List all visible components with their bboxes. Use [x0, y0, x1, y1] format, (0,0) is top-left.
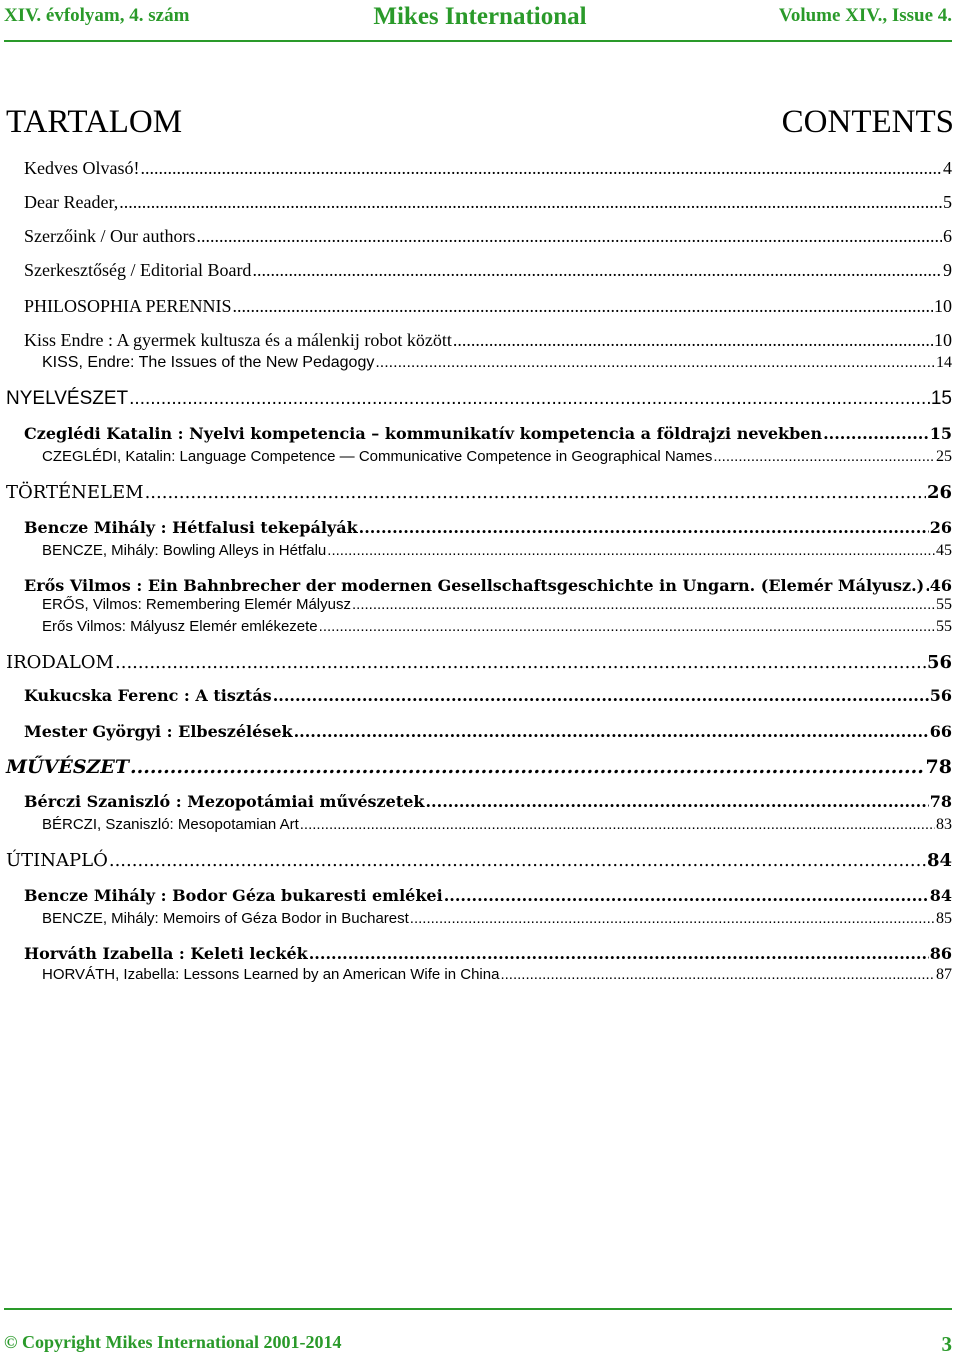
- toc-entry[interactable]: Dear Reader, ..... 5: [24, 192, 952, 213]
- toc-entry[interactable]: Szerkesztőség / Editorial Board ..... 9: [24, 260, 952, 281]
- toc-entry[interactable]: Kedves Olvasó! ..... 4: [24, 158, 952, 179]
- toc-subentry[interactable]: BENCZE, Mihály: Bowling Alleys in Hétfalu ..... 45: [42, 542, 952, 560]
- header-divider: [4, 40, 952, 42]
- toc-entry[interactable]: Bérczi Szaniszló : Mezopotámiai művészetek ..... 78: [24, 792, 952, 811]
- toc-subentry[interactable]: BENCZE, Mihály: Memoirs of Géza Bodor in Bucharest ..... 85: [42, 910, 952, 928]
- title-hungarian: TARTALOM: [6, 104, 183, 140]
- toc-entry[interactable]: Czeglédi Katalin : Nyelvi kompetencia – kommunikatív kompetencia a földrajzi nevekben ..... 15: [24, 424, 952, 443]
- page-footer: [4, 1332, 952, 1356]
- header-journal-title: Mikes International: [373, 3, 587, 30]
- header-volume-en: Volume XIV., Issue 4.: [778, 5, 952, 26]
- toc-entry[interactable]: Bencze Mihály : Bodor Géza bukaresti emlékei ..... 84: [24, 886, 952, 905]
- toc-entry[interactable]: Mester Györgyi : Elbeszélések ..... 66: [24, 722, 952, 741]
- footer-divider: [4, 1308, 952, 1310]
- toc-entry[interactable]: Szerzőink / Our authors ..... 6: [24, 226, 952, 247]
- copyright-notice: © Copyright Mikes International 2001-2014: [4, 1332, 342, 1352]
- contents-title-row: [6, 104, 954, 148]
- toc-subentry[interactable]: CZEGLÉDI, Katalin: Language Competence — Communicative Competence in Geographical Names ..... 25: [42, 448, 952, 466]
- running-header: [0, 0, 960, 36]
- toc-subentry[interactable]: HORVÁTH, Izabella: Lessons Learned by an American Wife in China ..... 87: [42, 966, 952, 984]
- toc-entry[interactable]: Erős Vilmos : Ein Bahnbrecher der modernen Gesellschaftsgeschichte in Ungarn. (Elemér Mályusz.) ..... 46: [24, 576, 952, 595]
- toc-entry[interactable]: Horváth Izabella : Keleti leckék ..... 86: [24, 944, 952, 963]
- toc-section[interactable]: IRODALOM ..... 56: [6, 652, 952, 673]
- page-number: 3: [941, 1332, 952, 1356]
- toc-subentry[interactable]: BÉRCZI, Szaniszló: Mesopotamian Art ..... 83: [42, 816, 952, 834]
- toc-entry[interactable]: Kukucska Ferenc : A tisztás ..... 56: [24, 686, 952, 705]
- toc-subentry[interactable]: Erős Vilmos: Mályusz Elemér emlékezete ..... 55: [42, 618, 952, 636]
- toc-section[interactable]: PHILOSOPHIA PERENNIS ..... 10: [24, 296, 952, 317]
- toc-section[interactable]: NYELVÉSZET ..... 15: [6, 388, 952, 410]
- toc-subentry[interactable]: KISS, Endre: The Issues of the New Pedagogy ..... 14: [42, 354, 952, 372]
- toc-entry[interactable]: Bencze Mihály : Hétfalusi tekepályák ..... 26: [24, 518, 952, 537]
- toc-section[interactable]: MŰVÉSZET ..... 78: [6, 756, 952, 778]
- toc-section[interactable]: ÚTINAPLÓ ..... 84: [6, 850, 952, 871]
- header-volume-hu: XIV. évfolyam, 4. szám: [4, 5, 190, 26]
- toc-entry[interactable]: Kiss Endre : A gyermek kultusza és a málenkij robot között ..... 10: [24, 330, 952, 351]
- toc-section[interactable]: TÖRTÉNELEM ..... 26: [6, 482, 952, 503]
- title-english: CONTENTS: [781, 104, 954, 140]
- toc-subentry[interactable]: ERŐS, Vilmos: Remembering Elemér Mályusz ..... 55: [42, 596, 952, 614]
